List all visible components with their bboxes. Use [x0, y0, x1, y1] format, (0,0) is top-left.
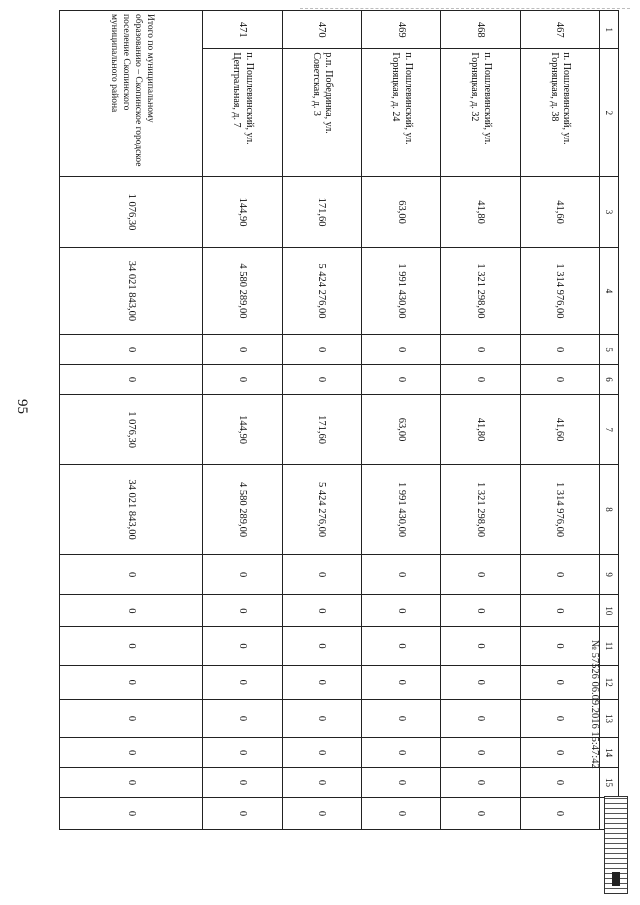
- cell: 1 314 976,00: [520, 247, 599, 334]
- cell: 171,60: [282, 177, 361, 247]
- scan-edge-line: [300, 8, 630, 9]
- rotated-table-area: [59, 10, 619, 830]
- cell: 34 021 843,00: [60, 465, 203, 555]
- cell: 41,80: [441, 394, 520, 464]
- cell: 0: [441, 665, 520, 699]
- cell: 0: [60, 797, 203, 829]
- table-row: [203, 11, 282, 830]
- column-number-row: [600, 11, 619, 830]
- cell: 63,00: [361, 394, 440, 464]
- column-header: 15: [600, 768, 619, 798]
- row-number: 470: [282, 11, 361, 49]
- cell: 0: [361, 738, 440, 768]
- cell: 0: [203, 627, 282, 665]
- cell: 41,60: [520, 177, 599, 247]
- cell: 0: [282, 627, 361, 665]
- cell: 0: [60, 365, 203, 395]
- column-header: 10: [600, 595, 619, 627]
- cell: 0: [203, 797, 282, 829]
- cell: 0: [361, 797, 440, 829]
- cell: 0: [361, 554, 440, 595]
- cell: 0: [361, 595, 440, 627]
- total-label: Итого по муниципальному образованию – Скопинское городское поселение Скопинского муниципального района: [60, 11, 203, 177]
- cell: 0: [441, 335, 520, 365]
- total-row: [60, 11, 203, 830]
- column-header: 3: [600, 177, 619, 247]
- housing-repair-table: [59, 10, 619, 830]
- cell: 0: [520, 699, 599, 737]
- cell: 41,80: [441, 177, 520, 247]
- cell: 0: [282, 665, 361, 699]
- cell: 0: [520, 665, 599, 699]
- rotated-table-frame: [59, 10, 619, 830]
- cell: 1 076,30: [60, 177, 203, 247]
- cell: 1 321 298,00: [441, 465, 520, 555]
- cell: 0: [361, 365, 440, 395]
- column-header: 14: [600, 738, 619, 768]
- stamp-mark-icon: [612, 872, 620, 886]
- cell: 0: [441, 627, 520, 665]
- cell: 0: [361, 627, 440, 665]
- table-row: [441, 11, 520, 830]
- row-number: 467: [520, 11, 599, 49]
- row-number: 468: [441, 11, 520, 49]
- cell: 0: [282, 595, 361, 627]
- column-header: 7: [600, 394, 619, 464]
- cell: 0: [441, 595, 520, 627]
- cell: 0: [203, 699, 282, 737]
- cell: 0: [203, 554, 282, 595]
- column-header: 2: [600, 49, 619, 177]
- column-header: 4: [600, 247, 619, 334]
- table-row: [361, 11, 440, 830]
- cell: 0: [441, 738, 520, 768]
- cell: 0: [520, 595, 599, 627]
- cell: 0: [60, 595, 203, 627]
- cell: 0: [361, 665, 440, 699]
- page-number: 95: [14, 399, 30, 414]
- cell: 144,90: [203, 177, 282, 247]
- cell: 0: [441, 365, 520, 395]
- table-row: [282, 11, 361, 830]
- cell: 0: [520, 554, 599, 595]
- cell: 171,60: [282, 394, 361, 464]
- cell: 0: [520, 335, 599, 365]
- cell: 0: [520, 738, 599, 768]
- cell: 4 580 289,00: [203, 465, 282, 555]
- cell: 0: [282, 365, 361, 395]
- cell: 0: [60, 627, 203, 665]
- column-header: 11: [600, 627, 619, 665]
- address-cell: р.п. Побединка, ул. Советская, д. 3: [282, 49, 361, 177]
- cell: 0: [203, 595, 282, 627]
- table-row: [520, 11, 599, 830]
- registration-footer: № 57526 06.09.2016 15:47:42: [589, 640, 600, 769]
- cell: 0: [282, 554, 361, 595]
- cell: 0: [361, 699, 440, 737]
- cell: 63,00: [361, 177, 440, 247]
- cell: 0: [282, 797, 361, 829]
- cell: 0: [361, 335, 440, 365]
- column-header: 8: [600, 465, 619, 555]
- cell: 0: [441, 699, 520, 737]
- cell: 0: [203, 335, 282, 365]
- column-header: 5: [600, 335, 619, 365]
- cell: 41,60: [520, 394, 599, 464]
- column-header: 12: [600, 665, 619, 699]
- cell: 0: [60, 768, 203, 798]
- column-header: 13: [600, 699, 619, 737]
- cell: 1 314 976,00: [520, 465, 599, 555]
- cell: 0: [282, 335, 361, 365]
- cell: 4 580 289,00: [203, 247, 282, 334]
- cell: 144,90: [203, 394, 282, 464]
- row-number: 469: [361, 11, 440, 49]
- cell: 1 321 298,00: [441, 247, 520, 334]
- cell: 0: [282, 738, 361, 768]
- cell: 0: [60, 665, 203, 699]
- cell: 0: [520, 797, 599, 829]
- column-header: 6: [600, 365, 619, 395]
- cell: 0: [441, 554, 520, 595]
- cell: 0: [441, 797, 520, 829]
- cell: 0: [203, 365, 282, 395]
- address-cell: п. Пошлевинский, ул. Горняцкая, д. 32: [441, 49, 520, 177]
- column-header: 1: [600, 11, 619, 49]
- cell: 0: [60, 738, 203, 768]
- cell: 0: [282, 699, 361, 737]
- cell: 0: [282, 768, 361, 798]
- cell: 5 424 276,00: [282, 465, 361, 555]
- cell: 0: [520, 365, 599, 395]
- row-number: 471: [203, 11, 282, 49]
- cell: 0: [520, 627, 599, 665]
- cell: 5 424 276,00: [282, 247, 361, 334]
- cell: 0: [203, 768, 282, 798]
- cell: 0: [60, 335, 203, 365]
- cell: 0: [361, 768, 440, 798]
- address-cell: п. Пошлевинский, ул. Центральная, д. 7: [203, 49, 282, 177]
- cell: 0: [441, 768, 520, 798]
- cell: 34 021 843,00: [60, 247, 203, 334]
- cell: 0: [60, 699, 203, 737]
- column-header: 9: [600, 554, 619, 595]
- address-cell: п. Пошлевинский, ул. Горняцкая, д. 24: [361, 49, 440, 177]
- address-cell: п. Пошлевинский, ул. Горняцкая, д. 38: [520, 49, 599, 177]
- cell: 0: [520, 768, 599, 798]
- cell: 0: [203, 738, 282, 768]
- cell: 0: [60, 554, 203, 595]
- cell: 0: [203, 665, 282, 699]
- cell: 1 076,30: [60, 394, 203, 464]
- cell: 1 991 430,00: [361, 465, 440, 555]
- cell: 1 991 430,00: [361, 247, 440, 334]
